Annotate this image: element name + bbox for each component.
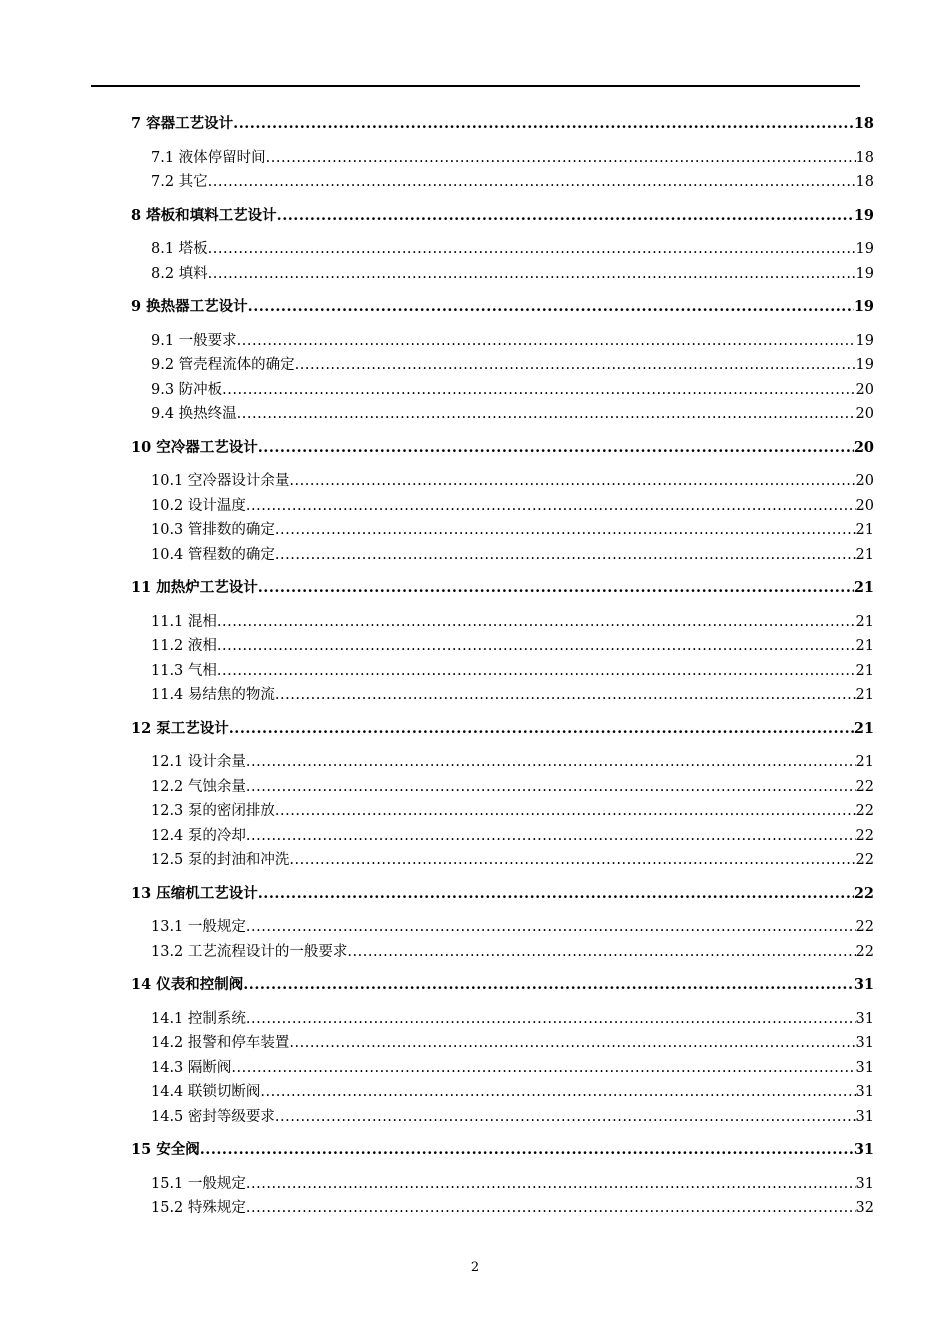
- toc-subsection-entry[interactable]: [131, 848, 874, 873]
- toc-entry-title: 9 换热器工艺设计: [131, 298, 248, 315]
- toc-subsection-entry[interactable]: [131, 1007, 874, 1032]
- toc-entry-title: 7.1 液体停留时间: [151, 149, 266, 166]
- dot-leader: [289, 469, 855, 494]
- toc-entry-page: 22: [855, 852, 874, 868]
- toc-entry-title: 11.2 液相: [151, 638, 217, 654]
- toc-entry-page: 22: [855, 919, 874, 935]
- toc-entry-page: 18: [853, 115, 874, 132]
- dot-leader: [246, 494, 856, 519]
- toc-entry-page: 31: [853, 976, 874, 993]
- toc-entry-page: 21: [855, 522, 874, 538]
- toc-entry-page: 19: [853, 206, 874, 224]
- toc-entry-title: 7 容器工艺设计: [131, 115, 234, 132]
- toc-entry-title: 8.2 填料: [151, 265, 208, 282]
- toc-subsection-entry[interactable]: [131, 469, 874, 494]
- dot-leader: [222, 378, 855, 403]
- dot-leader: [231, 1056, 855, 1081]
- toc-entry-title: 10 空冷器工艺设计: [131, 438, 258, 456]
- toc-entry-title: 15.2 特殊规定: [151, 1200, 246, 1216]
- toc-section-entry[interactable]: [131, 112, 874, 137]
- dot-leader: [246, 1172, 856, 1197]
- toc-entry-title: 13.1 一般规定: [151, 919, 246, 935]
- toc-subsection-entry[interactable]: [131, 824, 874, 849]
- toc-entry-page: 18: [855, 174, 874, 190]
- toc-subsection-entry[interactable]: [131, 1031, 874, 1056]
- toc-entry-title: 14.1 控制系统: [151, 1010, 246, 1027]
- toc-entry-page: 19: [855, 265, 874, 282]
- dot-leader: [229, 717, 854, 742]
- dot-leader: [295, 353, 856, 378]
- dot-leader: [217, 610, 856, 635]
- toc-entry-title: 13.2 工艺流程设计的一般要求: [151, 943, 348, 960]
- toc-subsection-entry[interactable]: [131, 353, 874, 378]
- toc-entry-page: 21: [853, 719, 874, 737]
- dot-leader: [260, 1080, 855, 1105]
- dot-leader: [289, 1031, 855, 1056]
- dot-leader: [289, 848, 855, 873]
- toc-entry-title: 15 安全阀: [131, 1141, 200, 1158]
- toc-entry-title: 8.1 塔板: [151, 241, 208, 257]
- dot-leader: [258, 576, 854, 601]
- toc-entry-page: 18: [855, 149, 874, 166]
- toc-entry-title: 14.2 报警和停车装置: [151, 1035, 290, 1051]
- dot-leader: [246, 1196, 856, 1221]
- toc-entry-title: 7.2 其它: [151, 174, 208, 190]
- toc-entry-title: 11.4 易结焦的物流: [151, 687, 275, 703]
- dot-leader: [246, 1007, 856, 1032]
- toc-subsection-entry[interactable]: [131, 1172, 874, 1197]
- toc-section-entry[interactable]: [131, 204, 874, 229]
- toc-section-entry[interactable]: [131, 973, 874, 998]
- toc-entry-page: 21: [855, 546, 874, 563]
- toc-entry-page: 19: [855, 357, 874, 373]
- toc-section-entry[interactable]: [131, 295, 874, 320]
- toc-subsection-entry[interactable]: [131, 659, 874, 684]
- toc-subsection-entry[interactable]: [131, 543, 874, 568]
- toc-entry-page: 22: [855, 778, 874, 795]
- toc-entry-title: 9.1 一般要求: [151, 332, 237, 349]
- toc-entry-title: 14.4 联锁切断阀: [151, 1084, 261, 1100]
- toc-entry-page: 21: [855, 754, 874, 770]
- toc-subsection-entry[interactable]: [131, 262, 874, 287]
- dot-leader: [237, 329, 856, 354]
- toc-subsection-entry[interactable]: [131, 915, 874, 940]
- toc-entry-page: 22: [855, 827, 874, 844]
- toc-entry-title: 12.4 泵的冷却: [151, 827, 246, 844]
- toc-subsection-entry[interactable]: [131, 170, 874, 195]
- dot-leader: [246, 750, 856, 775]
- dot-leader: [258, 436, 854, 461]
- toc-entry-title: 10.4 管程数的确定: [151, 546, 275, 563]
- toc-section-entry[interactable]: [131, 717, 874, 742]
- dot-leader: [200, 1138, 854, 1163]
- toc-entry-title: 12.2 气蚀余量: [151, 778, 246, 795]
- toc-entry-title: 12.3 泵的密闭排放: [151, 803, 275, 819]
- dot-leader: [275, 543, 856, 568]
- dot-leader: [275, 518, 856, 543]
- toc-entry-page: 21: [855, 638, 874, 654]
- toc-entry-title: 15.1 一般规定: [151, 1175, 246, 1192]
- toc-entry-page: 22: [855, 943, 874, 960]
- toc-subsection-entry[interactable]: [131, 940, 874, 965]
- toc-entry-title: 8 塔板和填料工艺设计: [131, 206, 277, 224]
- toc-subsection-entry[interactable]: [131, 1080, 874, 1105]
- dot-leader: [266, 146, 856, 171]
- toc-entry-page: 22: [855, 803, 874, 819]
- toc-entry-page: 21: [855, 613, 874, 630]
- toc-entry-title: 12.5 泵的封油和冲洗: [151, 852, 290, 868]
- dot-leader: [275, 799, 856, 824]
- toc-entry-page: 31: [855, 1084, 874, 1100]
- toc-entry-page: 19: [855, 241, 874, 257]
- dot-leader: [275, 1105, 856, 1130]
- dot-leader: [277, 204, 854, 229]
- toc-subsection-entry[interactable]: [131, 1056, 874, 1081]
- toc-subsection-entry[interactable]: [131, 494, 874, 519]
- toc-subsection-entry[interactable]: [131, 610, 874, 635]
- toc-entry-page: 20: [855, 497, 874, 514]
- toc-entry-page: 19: [853, 298, 874, 315]
- toc-entry-page: 31: [855, 1108, 874, 1125]
- dot-leader: [233, 112, 854, 137]
- toc-entry-title: 13 压缩机工艺设计: [131, 884, 258, 902]
- toc-entry-page: 20: [855, 406, 874, 422]
- dot-leader: [347, 940, 855, 965]
- dot-leader: [246, 775, 856, 800]
- toc-section-entry[interactable]: [131, 882, 874, 907]
- toc-entry-page: 19: [855, 332, 874, 349]
- dot-leader: [275, 683, 856, 708]
- toc-entry-page: 20: [855, 381, 874, 398]
- dot-leader: [208, 170, 856, 195]
- toc-subsection-entry[interactable]: [131, 146, 874, 171]
- toc-subsection-entry[interactable]: [131, 518, 874, 543]
- toc-subsection-entry[interactable]: [131, 1105, 874, 1130]
- toc-entry-page: 21: [855, 687, 874, 703]
- toc-entry-page: 31: [855, 1175, 874, 1192]
- dot-leader: [246, 824, 856, 849]
- toc-entry-title: 11.1 混相: [151, 613, 217, 630]
- toc-subsection-entry[interactable]: [131, 775, 874, 800]
- toc-entry-title: 12 泵工艺设计: [131, 719, 229, 737]
- toc-entry-title: 11 加热炉工艺设计: [131, 579, 258, 596]
- toc-section-entry[interactable]: [131, 436, 874, 461]
- toc-subsection-entry[interactable]: [131, 1196, 874, 1221]
- toc-entry-page: 31: [855, 1035, 874, 1051]
- toc-entry-title: 14 仪表和控制阀: [131, 976, 244, 993]
- toc-entry-title: 12.1 设计余量: [151, 754, 246, 770]
- dot-leader: [217, 634, 856, 659]
- header-rule: [91, 85, 860, 87]
- toc-entry-page: 20: [853, 438, 874, 456]
- toc-subsection-entry[interactable]: [131, 683, 874, 708]
- dot-leader: [248, 295, 854, 320]
- toc-entry-title: 10.1 空冷器设计余量: [151, 473, 290, 489]
- toc-entry-title: 9.4 换热终温: [151, 406, 237, 422]
- dot-leader: [237, 402, 856, 427]
- toc-subsection-entry[interactable]: [131, 329, 874, 354]
- dot-leader: [217, 659, 856, 684]
- page-number: 2: [470, 1260, 480, 1275]
- toc-subsection-entry[interactable]: [131, 750, 874, 775]
- toc-entry-title: 9.2 管壳程流体的确定: [151, 357, 295, 373]
- toc-entry-title: 10.2 设计温度: [151, 497, 246, 514]
- dot-leader: [258, 882, 854, 907]
- toc-entry-title: 14.5 密封等级要求: [151, 1108, 275, 1125]
- toc-subsection-entry[interactable]: [131, 378, 874, 403]
- dot-leader: [243, 973, 854, 998]
- toc-entry-page: 31: [855, 1059, 874, 1076]
- toc-entry-page: 21: [853, 579, 874, 596]
- toc-section-entry[interactable]: [131, 576, 874, 601]
- toc-subsection-entry[interactable]: [131, 402, 874, 427]
- dot-leader: [246, 915, 856, 940]
- toc-entry-page: 20: [855, 473, 874, 489]
- toc-entry-title: 14.3 隔断阀: [151, 1059, 232, 1076]
- toc-entry-title: 11.3 气相: [151, 662, 217, 679]
- toc-entry-page: 32: [855, 1200, 874, 1216]
- dot-leader: [208, 237, 856, 262]
- toc-entry-page: 31: [853, 1141, 874, 1158]
- toc-subsection-entry[interactable]: [131, 634, 874, 659]
- toc-entry-page: 22: [853, 884, 874, 902]
- toc-entry-page: 31: [855, 1010, 874, 1027]
- dot-leader: [208, 262, 856, 287]
- table-of-contents: [131, 112, 874, 1221]
- toc-entry-title: 10.3 管排数的确定: [151, 522, 275, 538]
- toc-entry-title: 9.3 防冲板: [151, 381, 223, 398]
- toc-entry-page: 21: [855, 662, 874, 679]
- toc-section-entry[interactable]: [131, 1138, 874, 1163]
- toc-subsection-entry[interactable]: [131, 237, 874, 262]
- toc-subsection-entry[interactable]: [131, 799, 874, 824]
